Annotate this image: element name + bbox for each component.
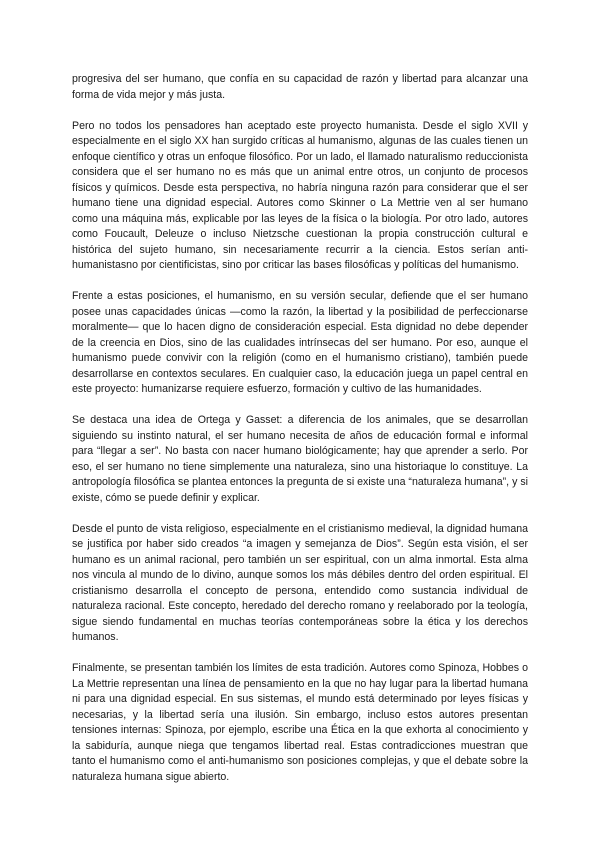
paragraph-1: progresiva del ser humano, que confía en su capacidad de razón y libertad para alcanzar una forma de vida mejor y más justa. (72, 73, 528, 101)
paragraph-2: Pero no todos los pensadores han aceptado este proyecto humanista. Desde el siglo XVII y especialmente en el siglo XX han surgido críticas al humanismo, algunas de las cuales tienen un enfoque científico y otras un enfoque filosófico. Por un lado, el llamado naturalismo reduccionista considera que el ser humano no es más que un animal entre otros, un conjunto de procesos físicos y químicos. Desde esta perspectiva, no habría ninguna razón para considerar que el ser humano tiene una dignidad especial. Autores como Skinner o La Mettrie ven al ser humano como una máquina más, explicable por las leyes de la física o la biología. Por otro lado, autores como Foucault, Deleuze o incluso Nietzsche cuestionan la propia construcción cultural e histórica del sujeto humano, sin necesariamente recurrir a la ciencia. Estos serían anti-humanistasno por cientificistas, sino por criticar las bases filosóficas y políticas del humanismo. (72, 119, 528, 271)
paragraph-5: Desde el punto de vista religioso, especialmente en el cristianismo medieval, la dignidad humana se justifica por haber sido creados “a imagen y semejanza de Dios”. Según esta visión, el ser humano es un animal racional, pero también un ser espiritual, con un alma inmortal. Esta alma nos vincula al mundo de lo divino, aunque somos los más débiles dentro del orden espiritual. El cristianismo desarrolla el concepto de persona, entendido como sustancia individual de naturaleza racional. Este concepto, heredado del derecho romano y reelaborado por la teología, sigue siendo fundamental en muchas teorías contemporáneas sobre la ética y los derechos humanos. (72, 522, 528, 643)
paragraph-6: Finalmente, se presentan también los límites de esta tradición. Autores como Spinoza, Hobbes o La Mettrie representan una línea de pensamiento en la que no hay lugar para la libertad humana ni para una dignidad especial. En sus sistemas, el mundo está determinado por leyes físicas y necesarias, y la libertad sería una ilusión. Sin embargo, incluso estos autores presentan tensiones internas: Spinoza, por ejemplo, escribe una Ética en la que exhorta al conocimiento y la sabiduría, aunque niega que tengamos libertad real. Estas contradicciones muestran que tanto el humanismo como el anti-humanismo son posiciones complejas, y que el debate sobre la naturaleza humana sigue abierto. (72, 662, 528, 783)
paragraph-4: Se destaca una idea de Ortega y Gasset: a diferencia de los animales, que se desarrollan siguiendo su instinto natural, el ser humano necesita de años de educación formal e informal para “llegar a ser”. No basta con nacer humano biológicamente; hay que aprender a serlo. Por eso, el ser humano no tiene simplemente una naturaleza, sino una historiaque lo constituye. La antropología filosófica se plantea entonces la pregunta de si existe una “naturaleza humana”, y si existe, cómo se puede definir y explicar. (72, 414, 528, 504)
paragraph-3: Frente a estas posiciones, el humanismo, en su versión secular, defiende que el ser humano posee unas capacidades únicas —como la razón, la libertad y la posibilidad de perfeccionarse moralmente— que lo hacen digno de consideración especial. Esta dignidad no debe depender de la creencia en Dios, sino de las cualidades intrínsecas del ser humano. Por eso, aunque el humanismo puede convivir con la religión (como en el humanismo cristiano), también puede desarrollarse en contextos seculares. En cualquier caso, la educación juega un papel central en este proyecto: humanizarse requiere esfuerzo, formación y cultivo de las humanidades. (72, 290, 528, 395)
document-body (72, 72, 528, 801)
